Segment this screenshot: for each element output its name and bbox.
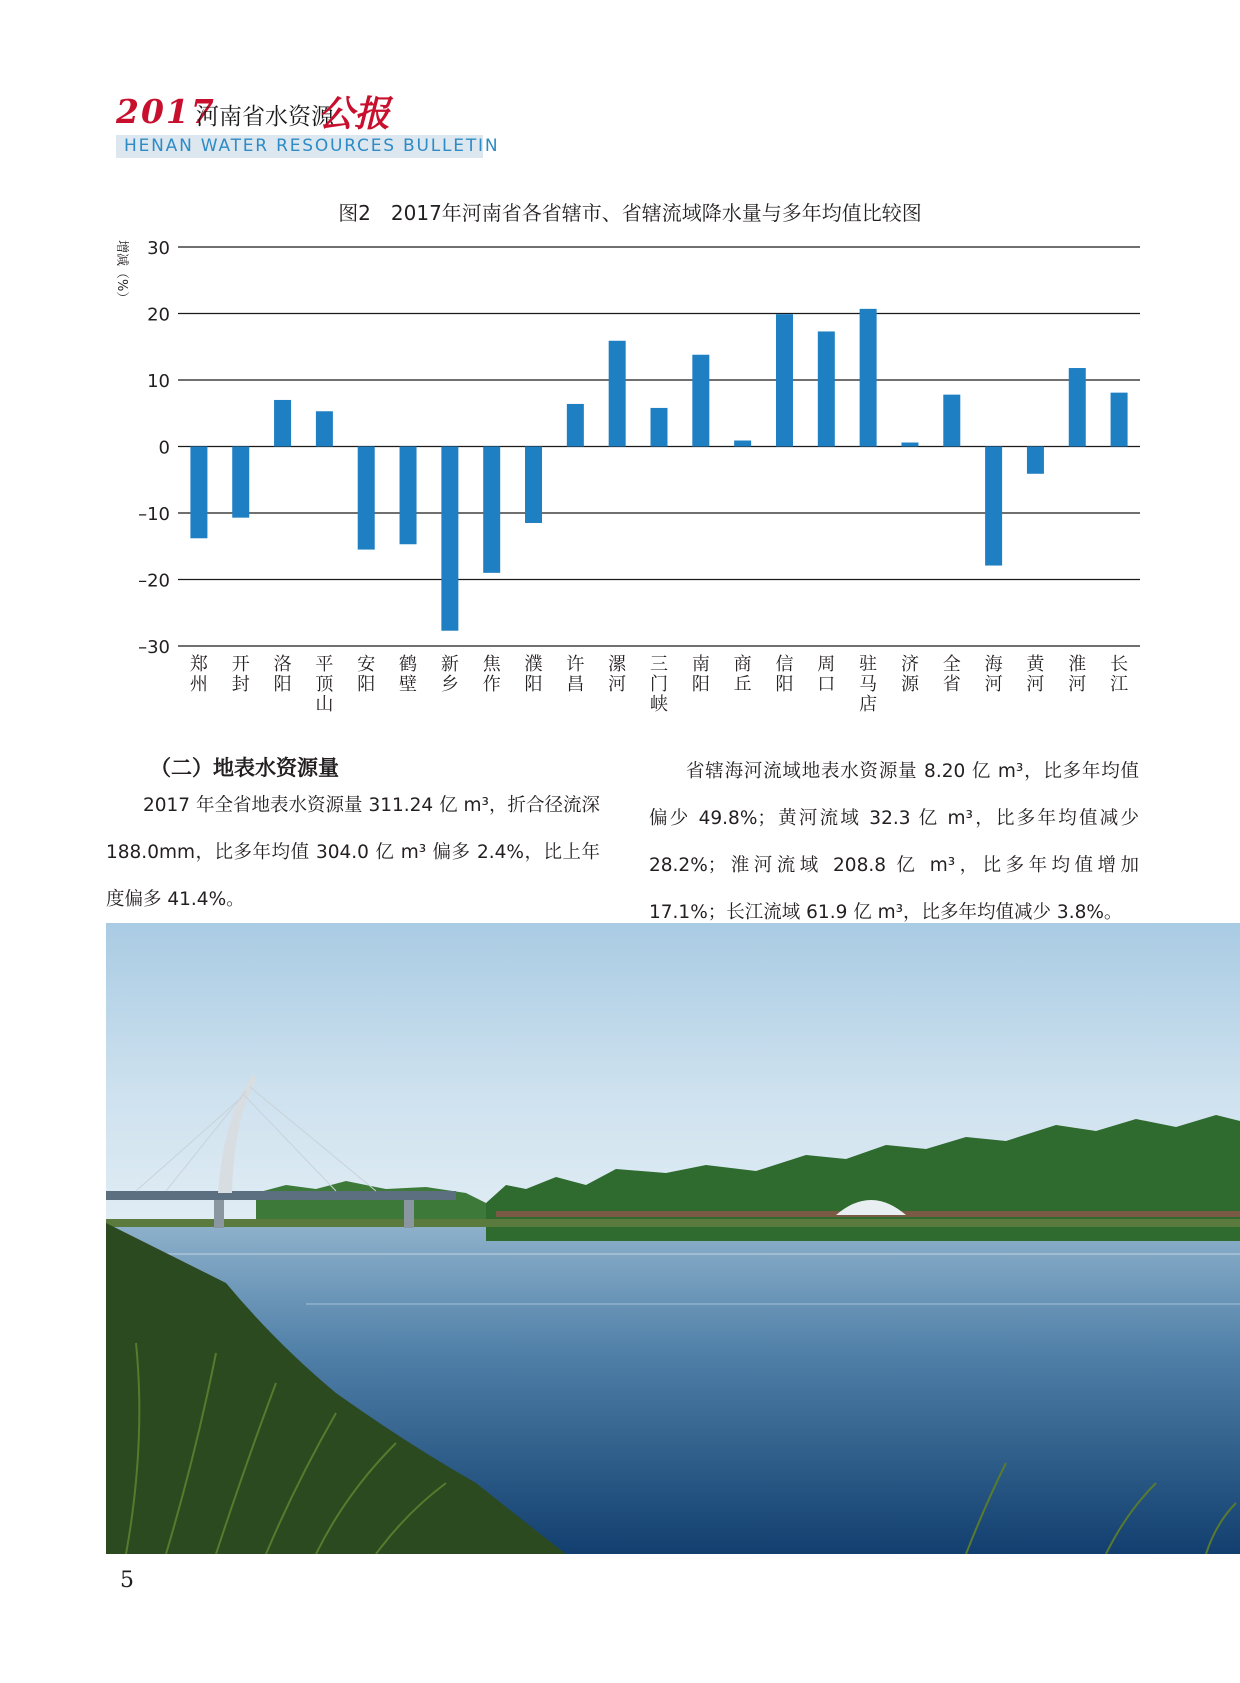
bar — [943, 395, 960, 447]
bar — [274, 400, 291, 447]
bar — [734, 441, 751, 447]
y-tick-label: 0 — [158, 437, 170, 459]
bar — [567, 404, 584, 447]
header-title-stylized: 公报 — [318, 94, 391, 135]
bar — [860, 309, 877, 447]
bar — [232, 447, 249, 518]
x-tick-label: 长江 — [1110, 654, 1129, 695]
x-tick-label: 南阳 — [691, 654, 710, 695]
bridge-pier — [214, 1200, 224, 1228]
bar — [901, 443, 918, 447]
x-tick-label: 平顶山 — [315, 654, 334, 715]
bar — [818, 331, 835, 446]
page-number: 5 — [120, 1568, 134, 1593]
x-tick-label: 黄河 — [1026, 654, 1045, 695]
x-tick-label: 新乡 — [440, 654, 459, 695]
x-tick-label: 焦作 — [482, 654, 501, 695]
x-tick-label: 全省 — [942, 654, 961, 695]
bar — [441, 447, 458, 631]
x-tick-label: 濮阳 — [524, 654, 543, 695]
bar — [985, 447, 1002, 566]
header-title-english: HENAN WATER RESOURCES BULLETIN — [124, 136, 500, 156]
y-tick-label: 30 — [147, 238, 170, 259]
x-tick-label: 海河 — [984, 654, 1003, 695]
x-tick-label: 开封 — [231, 654, 250, 695]
left-column — [106, 782, 600, 923]
bar — [1111, 393, 1128, 447]
x-tick-label: 济源 — [900, 654, 919, 695]
y-axis-label: 增减（%） — [114, 240, 129, 305]
x-tick-label: 许昌 — [566, 654, 585, 695]
bar — [776, 314, 793, 446]
x-tick-label: 周口 — [817, 654, 836, 695]
x-tick-label: 安阳 — [357, 654, 376, 695]
bar — [483, 447, 500, 573]
bridge-pier — [404, 1200, 414, 1228]
header-title: 河南省水资源 — [196, 104, 334, 130]
x-tick-label: 洛阳 — [273, 654, 292, 695]
header-year: 2017 — [116, 92, 216, 131]
bar — [525, 447, 542, 523]
precipitation-bar-chart — [0, 0, 1240, 720]
chart-title: 图2 2017年河南省各省辖市、省辖流域降水量与多年均值比较图 — [338, 201, 922, 225]
river-landscape-photo — [106, 923, 1240, 1554]
bar — [400, 447, 417, 545]
section-title: （二）地表水资源量 — [150, 756, 339, 780]
x-tick-label: 信阳 — [775, 654, 794, 695]
y-tick-label: 10 — [147, 371, 170, 392]
x-tick-label: 淮河 — [1068, 654, 1087, 695]
bar — [1069, 368, 1086, 446]
bar — [1027, 447, 1044, 474]
bar — [358, 447, 375, 550]
y-tick-label: 20 — [147, 304, 170, 326]
left-paragraph: 2017 年全省地表水资源量 311.24 亿 m³，折合径流深 188.0mm，比多年均值 304.0 亿 m³ 偏多 2.4%，比上年度偏多 41.4%。 — [106, 795, 600, 910]
x-tick-label: 漯河 — [608, 654, 627, 695]
y-tick-label: –30 — [138, 637, 170, 658]
y-tick-label: –20 — [138, 570, 170, 592]
bridge-deck — [106, 1191, 456, 1200]
x-tick-label: 三门峡 — [650, 654, 668, 715]
x-tick-label: 郑州 — [189, 654, 208, 695]
x-tick-label: 鹤壁 — [399, 654, 418, 695]
bar — [190, 447, 207, 539]
bar — [651, 408, 668, 447]
x-tick-label: 驻马店 — [859, 654, 878, 715]
bar — [692, 355, 709, 447]
right-paragraph: 省辖海河流域地表水资源量 8.20 亿 m³，比多年均值偏少 49.8%；黄河流域 32.3 亿 m³，比多年均值减少 28.2%；淮河流域 208.8 亿 m³，比多年均值增加 17.1%；长江流域 61.9 亿 m³，比多年均值减少 3.8%。 — [649, 761, 1139, 923]
x-tick-label: 商丘 — [733, 654, 752, 695]
far-bank — [106, 1219, 1240, 1227]
y-tick-label: –10 — [138, 504, 170, 525]
bar — [609, 341, 626, 447]
right-column — [649, 748, 1139, 936]
bar — [316, 411, 333, 446]
